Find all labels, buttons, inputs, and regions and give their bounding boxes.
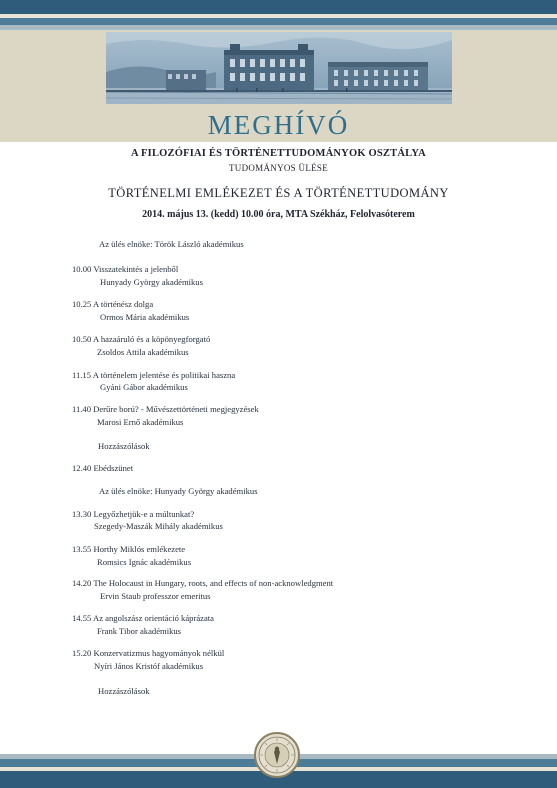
discussion-label: Hozzászólások xyxy=(98,686,150,696)
talk-speaker: Szegedy-Maszák Mihály akadémikus xyxy=(94,521,223,531)
talk-speaker: Zsoldos Attila akadémikus xyxy=(97,347,189,357)
talk-time-title: 10.00 Visszatekintés a jelenből xyxy=(72,264,179,274)
talk-time-title: 13.55 Horthy Miklós emlékezete xyxy=(72,544,186,554)
talk-speaker: Hunyady György akadémikus xyxy=(100,277,203,287)
talk-time-title: 11.15 A történelem jelentése és politikai haszna xyxy=(72,370,236,380)
discussion-label: Hozzászólások xyxy=(98,441,150,451)
talk-speaker: Romsics Ignác akadémikus xyxy=(97,557,192,567)
academy-building-engraving xyxy=(106,32,452,104)
lunch-break: 12.40 Ebédszünet xyxy=(72,463,134,473)
chair-afternoon: Az ülés elnöke: Hunyady György akadémikus xyxy=(99,486,258,496)
talk-speaker: Ervin Staub professzor emeritus xyxy=(100,591,211,601)
chair-morning: Az ülés elnöke: Török László akadémikus xyxy=(99,239,244,249)
talk-time-title: 13.30 Legyőzhetjük-e a múltunkat? xyxy=(72,509,195,519)
talk-speaker: Frank Tibor akadémikus xyxy=(97,626,182,636)
talk-speaker: Ormos Mária akadémikus xyxy=(100,312,190,322)
talk-time-title: 14.55 Az angolszász orientáció káprázata xyxy=(72,613,214,623)
event-type-heading: TUDOMÁNYOS ÜLÉSE xyxy=(228,163,329,173)
talk-time-title: 15.20 Konzervatizmus hagyományok nélkül xyxy=(72,648,225,658)
datetime-place: 2014. május 13. (kedd) 10.00 óra, MTA Székház, Felolvasóterem xyxy=(142,209,415,220)
talk-time-title: 14.20 The Holocaust in Hungary, roots, and effects of non-acknowledgment xyxy=(72,578,334,588)
talk-speaker: Marosi Ernő akadémikus xyxy=(97,417,184,427)
subject-heading: TÖRTÉNELMI EMLÉKEZET ÉS A TÖRTÉNETTUDOMÁNY xyxy=(108,186,449,200)
top-stripes xyxy=(0,0,557,30)
header-band xyxy=(0,0,557,142)
page-title: MEGHÍVÓ xyxy=(207,110,350,140)
talk-speaker: Nyíri János Kristóf akadémikus xyxy=(94,661,204,671)
talk-speaker: Gyáni Gábor akadémikus xyxy=(100,382,188,392)
academy-seal-icon xyxy=(254,732,300,778)
talk-time-title: 10.50 A hazaáruló és a köpönyegforgató xyxy=(72,334,211,344)
organizer-heading: A FILOZÓFIAI ÉS TÖRTÉNETTUDOMÁNYOK OSZTÁLYA xyxy=(131,148,426,159)
talk-time-title: 11.40 Derűre ború? - Művészettörténeti megjegyzések xyxy=(72,404,259,414)
talk-time-title: 10.25 A történész dolga xyxy=(72,299,154,309)
